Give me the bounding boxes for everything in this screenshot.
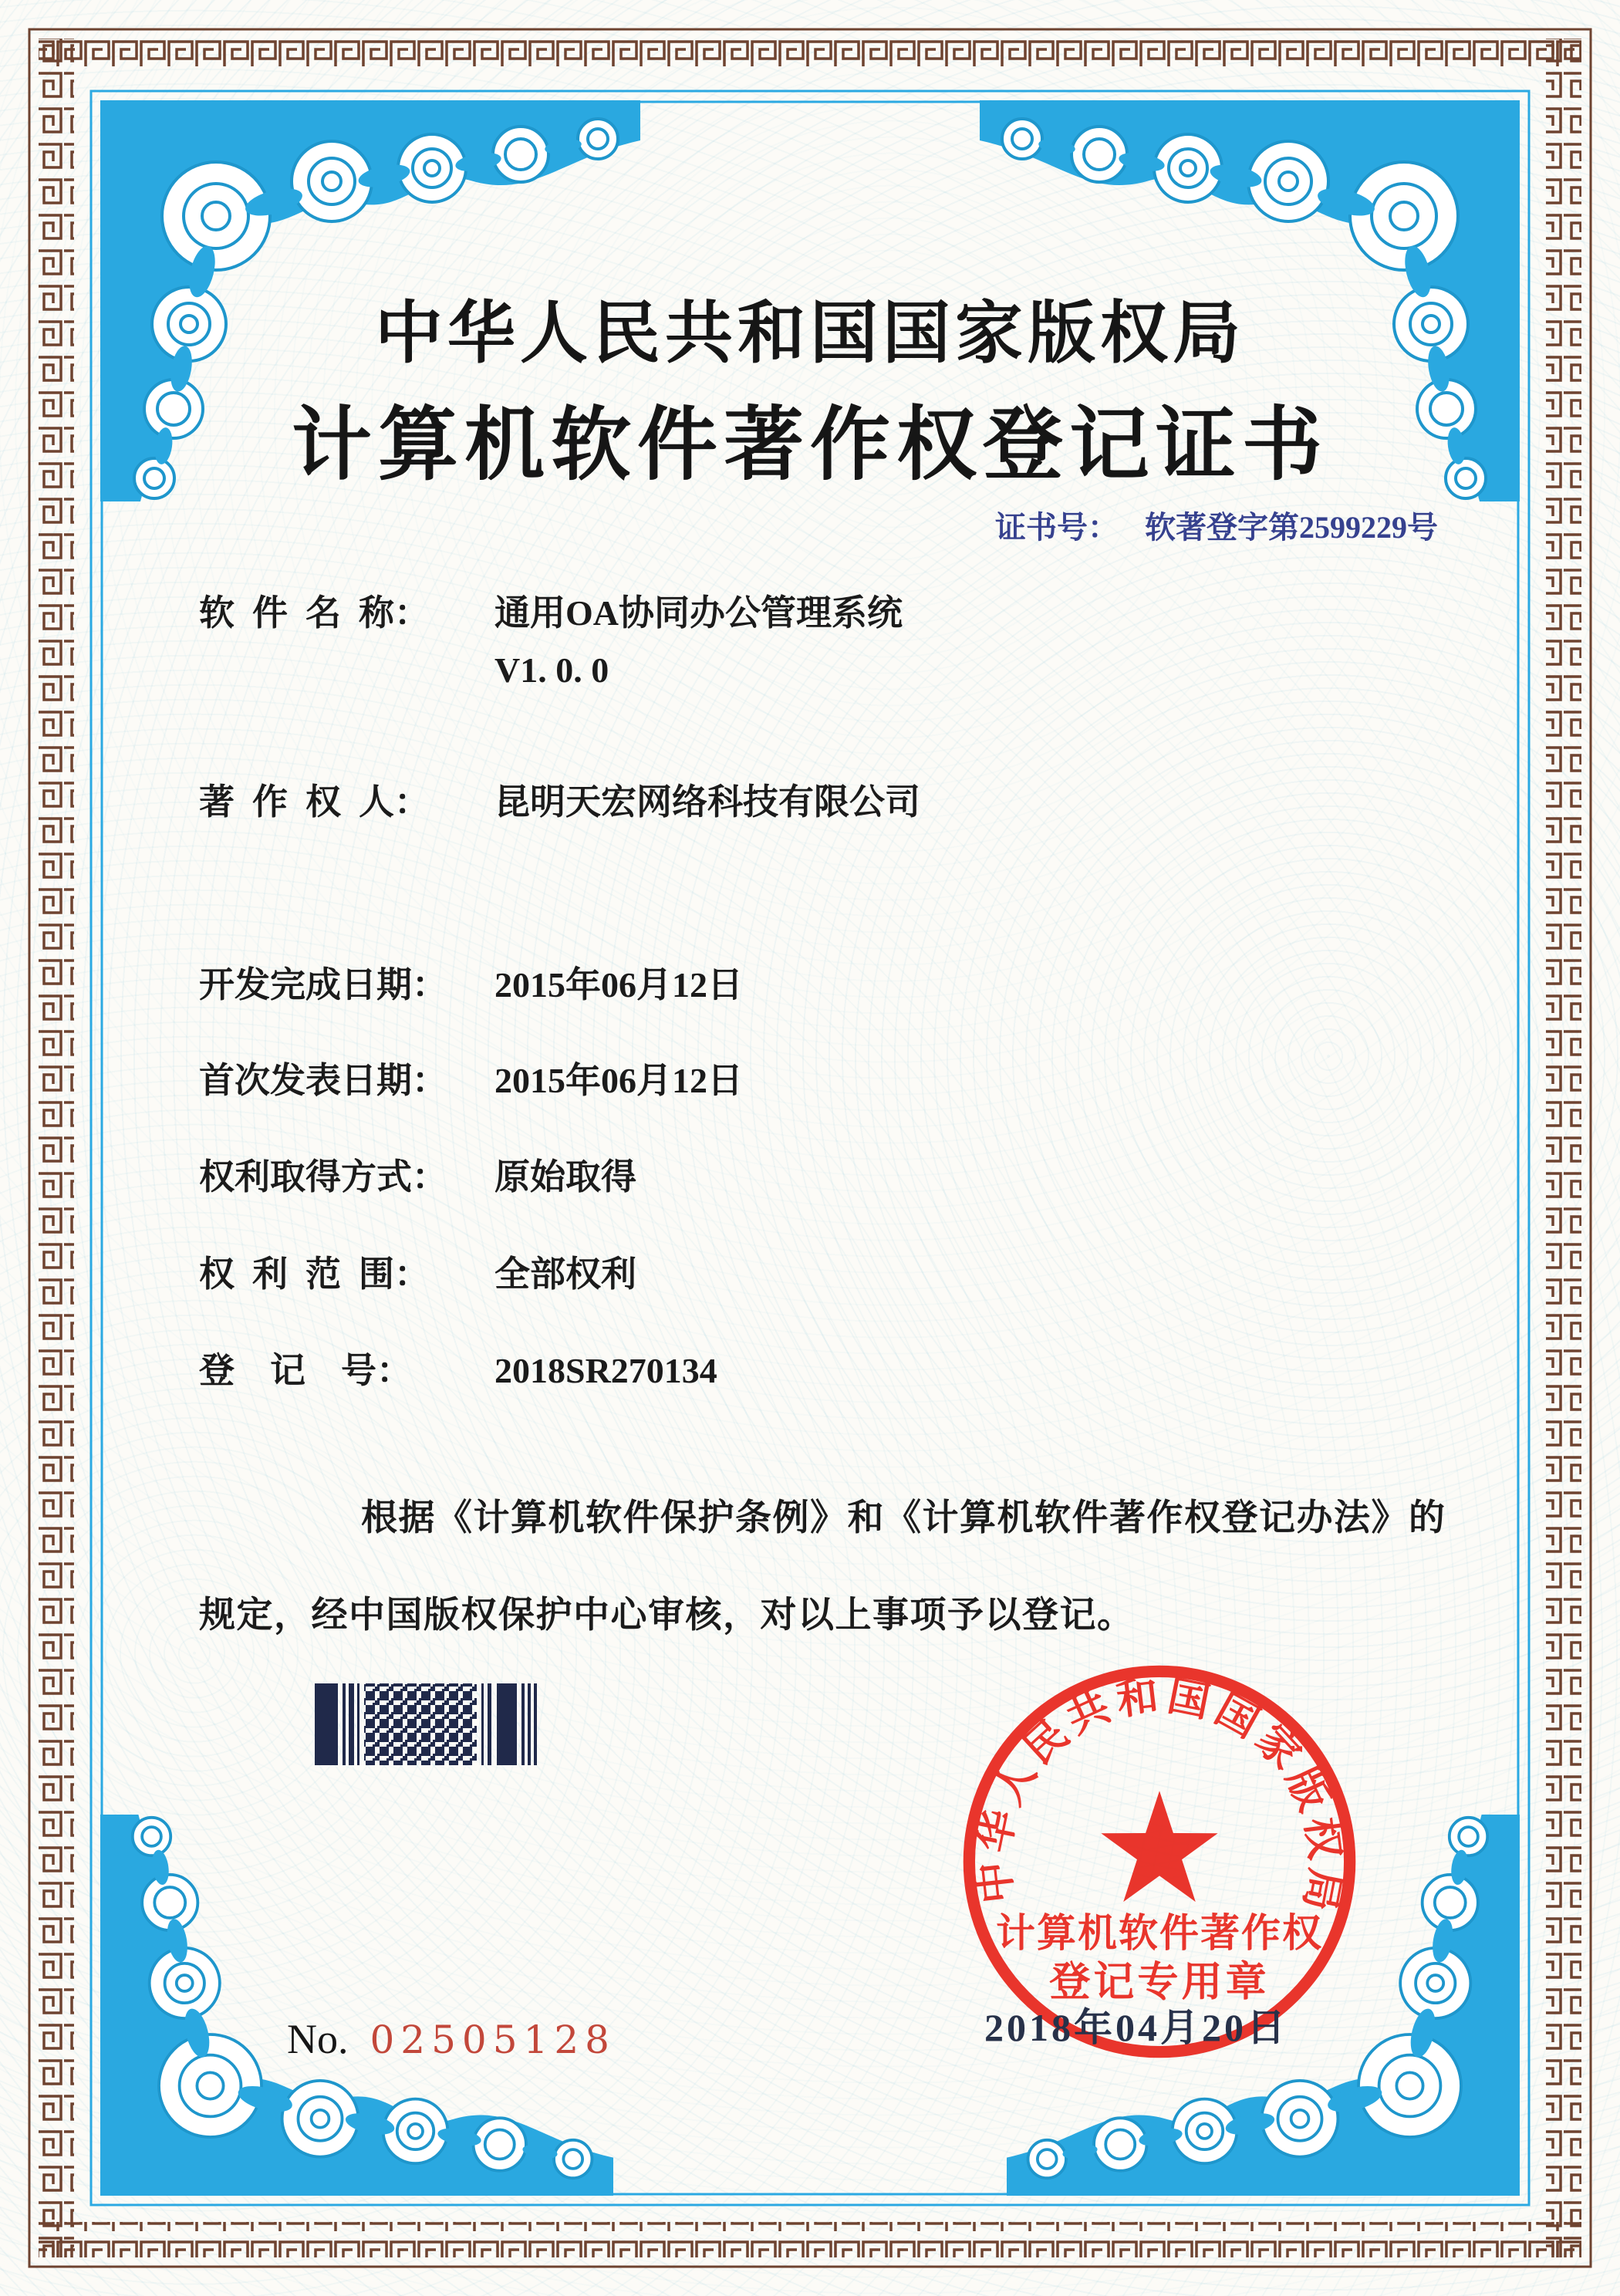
serial-prefix: No. [287, 2016, 349, 2062]
corner-flourish-bottom-left [100, 1815, 613, 2196]
field-dev-complete-date [199, 957, 743, 1008]
seal-arc-text: 中华人民共和国国家版权局 [970, 1672, 1349, 1920]
statement-line-2: 规定，经中国版权保护中心审核，对以上事项予以登记。 [199, 1595, 1135, 1636]
field-label: 著 作 权 人： [199, 782, 430, 822]
field-first-publish-date [199, 1052, 743, 1103]
field-copyright-owner [199, 774, 920, 825]
field-value: 2015年06月12日 [494, 965, 743, 1004]
certificate-title: 计算机软件著作权登记证书 [291, 401, 1328, 490]
barcode-2d [315, 1682, 549, 1768]
field-software-name [199, 585, 903, 636]
field-value: 2015年06月12日 [494, 1061, 743, 1100]
serial-number-line [287, 2015, 616, 2063]
certificate-number-value: 软著登字第2599229号 [1145, 510, 1438, 545]
statement-line-1: 根据《计算机软件保护条例》和《计算机软件著作权登记办法》的 [361, 1498, 1446, 1538]
certificate-number-line [995, 503, 1438, 547]
field-rights-scope [199, 1246, 636, 1297]
field-label: 登 记 号： [199, 1351, 412, 1390]
field-label: 权利取得方式： [199, 1157, 447, 1197]
field-label: 首次发表日期： [199, 1061, 447, 1100]
seal-line-2: 登记专用章 [1049, 1960, 1270, 2005]
field-value: V1. 0. 0 [494, 650, 609, 690]
registration-date: 2018年04月20日 [984, 2006, 1288, 2049]
seal-star-icon [1101, 1791, 1217, 1902]
field-value: 通用OA协同办公管理系统 [494, 593, 903, 633]
field-value: 昆明天宏网络科技有限公司 [494, 782, 920, 822]
field-software-version [494, 650, 609, 690]
field-label: 开发完成日期： [199, 965, 447, 1004]
field-value: 原始取得 [494, 1157, 636, 1197]
serial-number: 02505128 [370, 2017, 616, 2062]
authority-title: 中华人民共和国国家版权局 [374, 297, 1245, 372]
field-rights-acquisition [199, 1149, 636, 1200]
field-registration-number [199, 1342, 717, 1393]
field-value: 2018SR270134 [494, 1351, 717, 1390]
field-label: 权 利 范 围： [199, 1254, 430, 1294]
certificate-number-label: 证书号： [995, 510, 1119, 545]
seal-line-1: 计算机软件著作权 [996, 1913, 1323, 1957]
field-value: 全部权利 [494, 1254, 636, 1294]
field-label: 软 件 名 称： [199, 593, 430, 633]
